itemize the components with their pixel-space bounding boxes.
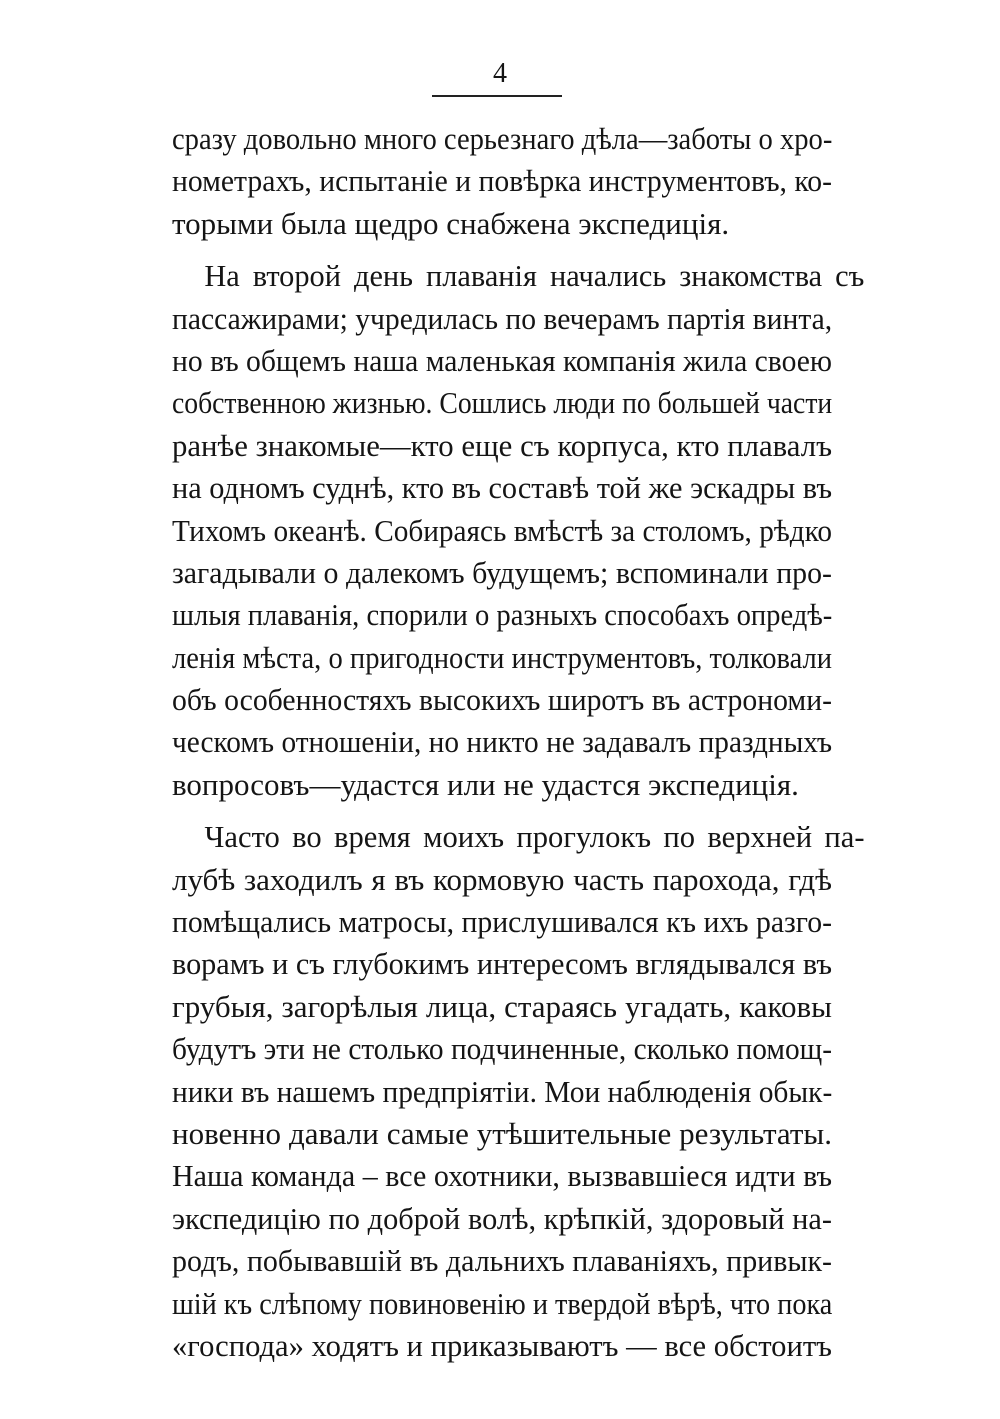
page-body-text (172, 118, 865, 1377)
text-line: нометрахъ, испытаніе и повѣрка инструментовъ, ко- (172, 163, 832, 199)
paragraph (172, 816, 865, 1367)
text-line: ческомъ отношеніи, но никто не задавалъ праздныхъ (172, 724, 832, 760)
text-line: загадывали о далекомъ будущемъ; вспоминали про- (172, 554, 832, 590)
text-line: ники въ нашемъ предпріятіи. Мои наблюденія обык- (172, 1073, 833, 1109)
text-line: Часто во время моихъ прогулокъ по верхней па- (204, 819, 865, 855)
paragraph (172, 118, 832, 245)
header-rule (432, 95, 562, 97)
text-line: шлыя плаванія, спорили о разныхъ способахъ опредѣ- (172, 597, 833, 633)
page-number: 4 (493, 58, 507, 89)
text-line: На второй день плаванія начались знакомства съ (204, 258, 865, 294)
paragraph (172, 255, 865, 806)
text-line: ранѣе знакомые—кто еще съ корпуса, кто плавалъ (172, 427, 832, 463)
text-line: ленія мѣста, о пригодности инструментовъ, толковали (172, 639, 832, 675)
text-line: будутъ эти не столько подчиненные, сколько помощ- (172, 1031, 832, 1067)
text-line: лубѣ заходилъ я въ кормовую часть парохода, гдѣ (172, 861, 832, 897)
text-line: вопросовъ—удастся или не удастся экспедиція. (172, 766, 799, 802)
text-line: Наша команда – все охотники, вызвавшіеся идти въ (172, 1158, 832, 1194)
text-line: торыми была щедро снабжена экспедиція. (172, 205, 730, 241)
text-line: шій къ слѣпому повиновенію и твердой вѣрѣ, что пока (172, 1285, 833, 1321)
text-line: пассажирами; учредилась по вечерамъ партія винта, (172, 300, 833, 336)
text-line: родъ, побывавшій въ дальнихъ плаваніяхъ, привык- (172, 1243, 832, 1279)
text-line: на одномъ суднѣ, кто въ составѣ той же эскадры въ (172, 470, 833, 506)
text-line: но въ общемъ наша маленькая компанія жила своею (172, 342, 832, 378)
text-line: Тихомъ океанѣ. Собираясь вмѣстѣ за столомъ, рѣдко (172, 512, 832, 548)
text-line: помѣщались матросы, прислушивался къ ихъ разго- (172, 904, 832, 940)
text-line: «господа» ходятъ и приказываютъ — все обстоитъ (172, 1327, 832, 1363)
text-line: грубыя, загорѣлыя лица, стараясь угадать, каковы (172, 988, 832, 1024)
text-line: объ особенностяхъ высокихъ широтъ въ астрономи- (172, 682, 832, 718)
text-line: ворамъ и съ глубокимъ интересомъ вглядывался въ (172, 946, 832, 982)
text-line: новенно давали самые утѣшительные результаты. (172, 1115, 832, 1151)
text-line: собственною жизнью. Сошлись люди по большей части (172, 385, 833, 421)
text-line: сразу довольно много серьезнаго дѣла—заботы о хро- (172, 121, 833, 156)
text-line: экспедицію по доброй волѣ, крѣпкій, здоровый на- (172, 1200, 832, 1236)
